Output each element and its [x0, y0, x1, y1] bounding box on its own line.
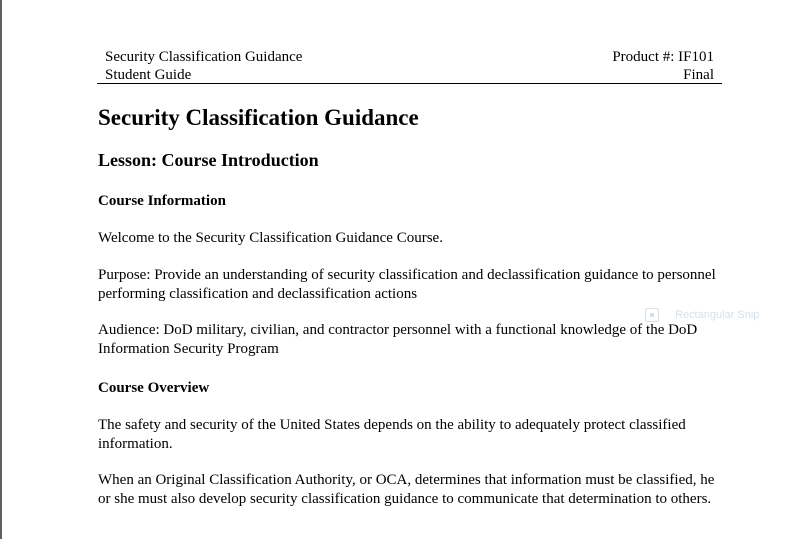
header-row-1	[105, 48, 714, 66]
header-divider	[97, 83, 722, 84]
paragraph-purpose: Purpose: Provide an understanding of security classification and declassification guidance to personnel performing classification and declassification actions	[98, 267, 716, 302]
paragraph-audience: Audience: DoD military, civilian, and contractor personnel with a functional knowledge of the DoD Information Security Program	[98, 322, 698, 357]
header-version-status: Final	[683, 67, 714, 83]
header-guide-type: Student Guide	[105, 67, 192, 83]
header-product-number: Product #: IF101	[612, 49, 714, 65]
paragraph-safety: The safety and security of the United States depends on the ability to adequately protect classified information.	[98, 417, 686, 452]
header-row-2	[105, 66, 714, 84]
snip-label: Rectangular Snip	[675, 309, 760, 321]
rectangular-snip-overlay[interactable]	[645, 304, 801, 326]
page-header	[105, 48, 714, 84]
paragraph-oca: When an Original Classification Authority, or OCA, determines that information must be classified, he or she must also develop security classification guidance to communicate that determination to others.	[98, 472, 715, 507]
window-left-edge	[0, 0, 2, 539]
document-title: Security Classification Guidance	[98, 105, 419, 130]
rectangular-snip-icon	[645, 308, 659, 322]
section-heading-course-overview: Course Overview	[98, 380, 210, 396]
paragraph-welcome: Welcome to the Security Classification Guidance Course.	[98, 230, 443, 246]
lesson-title: Lesson: Course Introduction	[98, 150, 319, 170]
section-heading-course-information: Course Information	[98, 193, 226, 209]
header-course-title: Security Classification Guidance	[105, 49, 303, 65]
